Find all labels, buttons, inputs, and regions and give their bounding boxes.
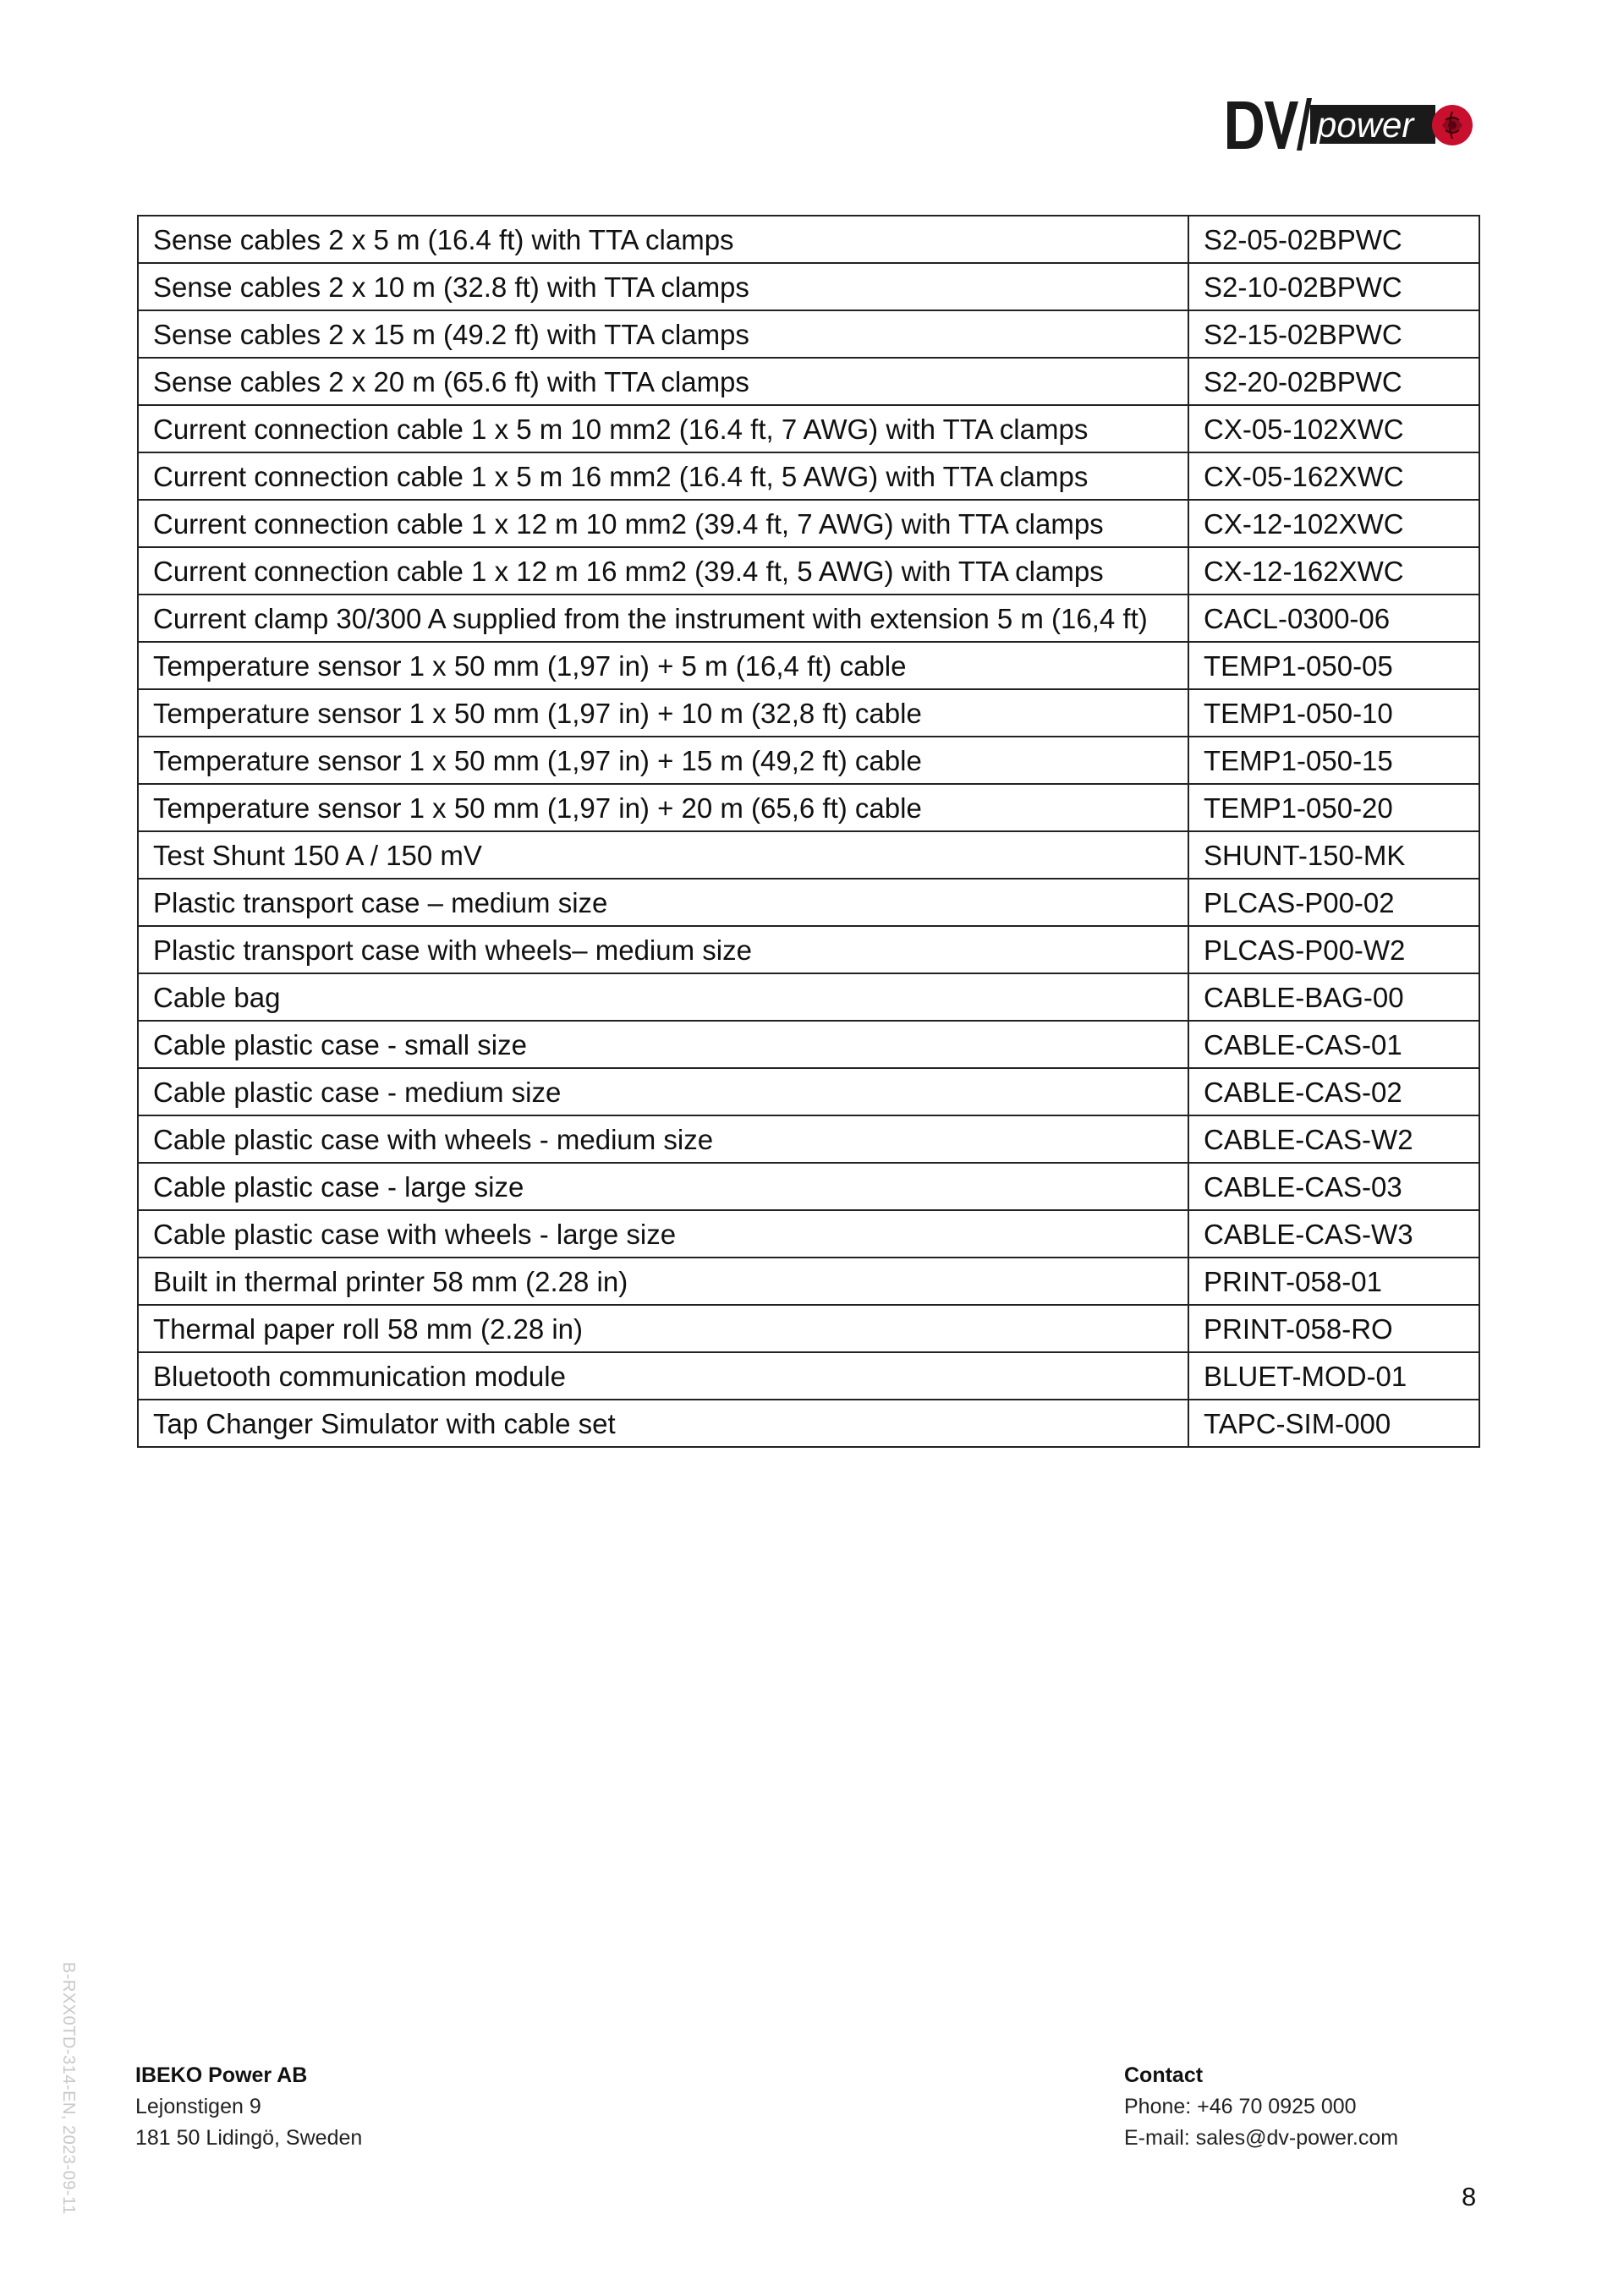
table-row <box>138 452 1479 500</box>
table-row <box>138 973 1479 1021</box>
table-row <box>138 831 1479 879</box>
part-description: Tap Changer Simulator with cable set <box>138 1400 1188 1447</box>
table-row <box>138 879 1479 926</box>
part-code: S2-15-02BPWC <box>1188 310 1479 358</box>
part-code: SHUNT-150-MK <box>1188 831 1479 879</box>
part-code: CABLE-CAS-W2 <box>1188 1115 1479 1163</box>
part-description: Test Shunt 150 A / 150 mV <box>138 831 1188 879</box>
part-description: Temperature sensor 1 x 50 mm (1,97 in) + 15 m (49,2 ft) cable <box>138 737 1188 784</box>
part-description: Current clamp 30/300 A supplied from the instrument with extension 5 m (16,4 ft) <box>138 595 1188 642</box>
footer-company <box>135 2060 362 2154</box>
table-row <box>138 784 1479 831</box>
contact-heading: Contact <box>1124 2063 1204 2087</box>
table-row <box>138 1352 1479 1400</box>
part-code: CX-05-162XWC <box>1188 452 1479 500</box>
table-row <box>138 595 1479 642</box>
part-code: TEMP1-050-05 <box>1188 642 1479 689</box>
part-code: PRINT-058-RO <box>1188 1305 1479 1352</box>
part-description: Current connection cable 1 x 12 m 10 mm2 (39.4 ft, 7 AWG) with TTA clamps <box>138 500 1188 547</box>
part-code: CABLE-CAS-W3 <box>1188 1210 1479 1258</box>
accessories-table-body <box>138 216 1479 1447</box>
table-row <box>138 1115 1479 1163</box>
table-row <box>138 926 1479 973</box>
part-description: Cable plastic case - large size <box>138 1163 1188 1210</box>
part-code: S2-20-02BPWC <box>1188 358 1479 405</box>
part-code: CACL-0300-06 <box>1188 595 1479 642</box>
company-street: Lejonstigen 9 <box>135 2095 261 2118</box>
part-code: CX-12-102XWC <box>1188 500 1479 547</box>
part-description: Bluetooth communication module <box>138 1352 1188 1400</box>
table-row <box>138 358 1479 405</box>
part-description: Current connection cable 1 x 12 m 16 mm2 (39.4 ft, 5 AWG) with TTA clamps <box>138 547 1188 595</box>
part-code: CABLE-BAG-00 <box>1188 973 1479 1021</box>
part-description: Sense cables 2 x 5 m (16.4 ft) with TTA clamps <box>138 216 1188 263</box>
part-code: S2-05-02BPWC <box>1188 216 1479 263</box>
part-code: PRINT-058-01 <box>1188 1258 1479 1305</box>
part-description: Cable plastic case with wheels - medium size <box>138 1115 1188 1163</box>
table-row <box>138 1163 1479 1210</box>
part-description: Temperature sensor 1 x 50 mm (1,97 in) + 20 m (65,6 ft) cable <box>138 784 1188 831</box>
table-row <box>138 1258 1479 1305</box>
contact-email[interactable]: E-mail: sales@dv-power.com <box>1124 2126 1399 2150</box>
part-description: Cable plastic case with wheels - large size <box>138 1210 1188 1258</box>
page-number: 8 <box>1462 2182 1477 2211</box>
part-description: Sense cables 2 x 15 m (49.2 ft) with TTA clamps <box>138 310 1188 358</box>
footer-contact <box>1124 2060 1398 2154</box>
part-code: PLCAS-P00-02 <box>1188 879 1479 926</box>
table-row <box>138 500 1479 547</box>
company-city: 181 50 Lidingö, Sweden <box>135 2126 363 2150</box>
part-code: PLCAS-P00-W2 <box>1188 926 1479 973</box>
table-row <box>138 547 1479 595</box>
part-code: CABLE-CAS-01 <box>1188 1021 1479 1068</box>
part-description: Cable plastic case - small size <box>138 1021 1188 1068</box>
part-code: TEMP1-050-20 <box>1188 784 1479 831</box>
company-name: IBEKO Power AB <box>135 2063 308 2087</box>
part-description: Cable bag <box>138 973 1188 1021</box>
part-code: BLUET-MOD-01 <box>1188 1352 1479 1400</box>
part-code: CABLE-CAS-03 <box>1188 1163 1479 1210</box>
contact-phone: Phone: +46 70 0925 000 <box>1124 2095 1357 2118</box>
part-description: Thermal paper roll 58 mm (2.28 in) <box>138 1305 1188 1352</box>
part-description: Built in thermal printer 58 mm (2.28 in) <box>138 1258 1188 1305</box>
part-code: CX-12-162XWC <box>1188 547 1479 595</box>
part-code: TAPC-SIM-000 <box>1188 1400 1479 1447</box>
svg-text:power: power <box>1317 105 1414 145</box>
part-description: Sense cables 2 x 20 m (65.6 ft) with TTA clamps <box>138 358 1188 405</box>
table-row <box>138 310 1479 358</box>
part-description: Temperature sensor 1 x 50 mm (1,97 in) + 10 m (32,8 ft) cable <box>138 689 1188 737</box>
part-code: CABLE-CAS-02 <box>1188 1068 1479 1115</box>
table-row <box>138 263 1479 310</box>
part-description: Temperature sensor 1 x 50 mm (1,97 in) + 5 m (16,4 ft) cable <box>138 642 1188 689</box>
table-row <box>138 689 1479 737</box>
part-description: Plastic transport case with wheels– medium size <box>138 926 1188 973</box>
part-description: Current connection cable 1 x 5 m 16 mm2 (16.4 ft, 5 AWG) with TTA clamps <box>138 452 1188 500</box>
table-row <box>138 216 1479 263</box>
table-row <box>138 1068 1479 1115</box>
table-row <box>138 405 1479 452</box>
document-id-text: B-RXX0TD-314-EN, 2023-09-11 <box>59 1962 78 2215</box>
part-code: CX-05-102XWC <box>1188 405 1479 452</box>
table-row <box>138 737 1479 784</box>
accessories-table <box>137 215 1480 1448</box>
part-code: TEMP1-050-15 <box>1188 737 1479 784</box>
company-logo <box>1222 91 1476 159</box>
part-code: TEMP1-050-10 <box>1188 689 1479 737</box>
table-row <box>138 642 1479 689</box>
part-description: Current connection cable 1 x 5 m 10 mm2 (16.4 ft, 7 AWG) with TTA clamps <box>138 405 1188 452</box>
part-description: Sense cables 2 x 10 m (32.8 ft) with TTA clamps <box>138 263 1188 310</box>
table-row <box>138 1305 1479 1352</box>
table-row <box>138 1021 1479 1068</box>
part-description: Plastic transport case – medium size <box>138 879 1188 926</box>
part-code: S2-10-02BPWC <box>1188 263 1479 310</box>
table-row <box>138 1400 1479 1447</box>
part-description: Cable plastic case - medium size <box>138 1068 1188 1115</box>
table-row <box>138 1210 1479 1258</box>
